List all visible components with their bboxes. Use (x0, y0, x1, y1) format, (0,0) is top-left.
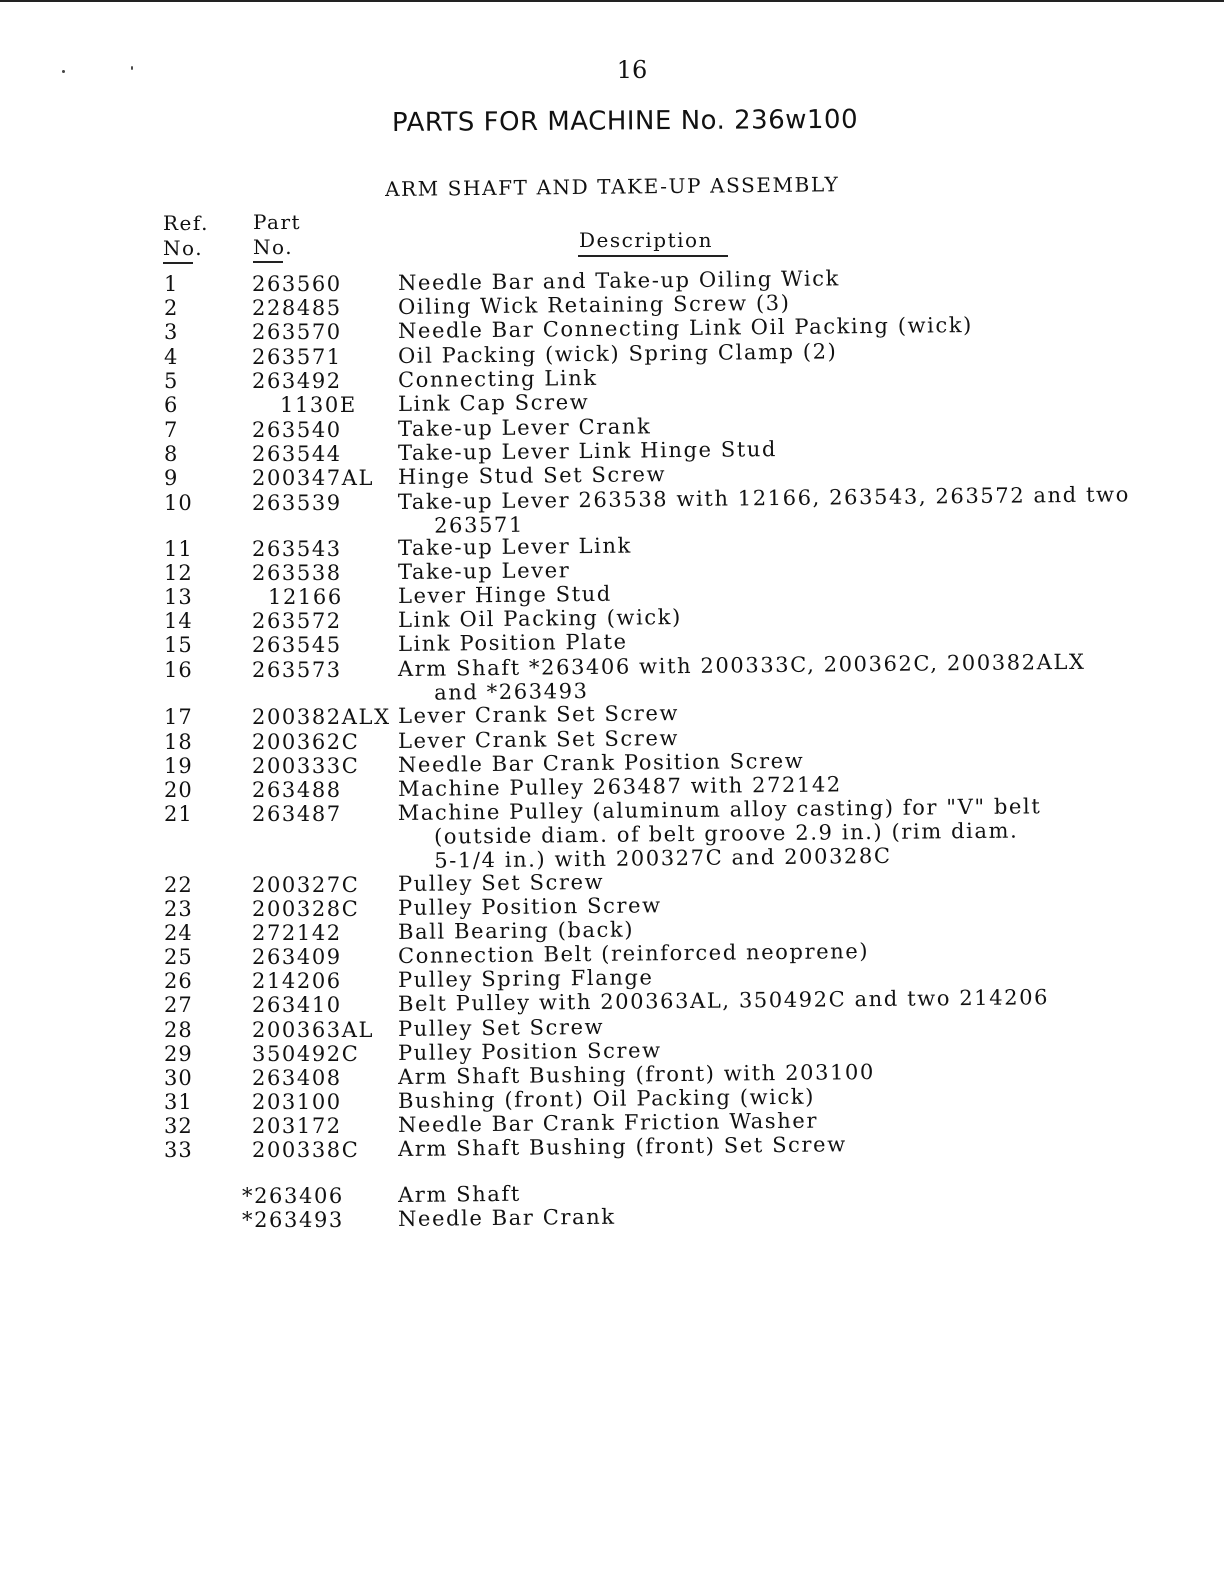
ref-number: 26 (164, 969, 193, 993)
description-line: Connection Belt (reinforced neoprene) (397, 939, 870, 968)
parts-table-row (0, 339, 1224, 369)
part-description (398, 437, 777, 465)
description-line: Bushing (front) Oil Packing (wick) (397, 1084, 816, 1113)
ref-number: 17 (164, 705, 193, 729)
part-description (398, 939, 869, 968)
description-line: Pulley Set Screw (397, 1014, 605, 1041)
ref-number: 13 (164, 585, 193, 609)
part-description (398, 726, 679, 753)
ref-number: 5 (164, 369, 179, 393)
part-description (398, 1132, 847, 1161)
description-line: Ball Bearing (back) (397, 917, 635, 944)
parts-table-row (0, 794, 1224, 873)
description-header: Description (579, 228, 713, 252)
part-description (398, 414, 652, 441)
part-description (398, 390, 590, 416)
part-description (398, 1038, 662, 1065)
part-description (398, 534, 632, 560)
description-continuation-line: 5-1/4 in.) with 200327C and 200328C (434, 843, 892, 873)
part-description (398, 870, 604, 896)
part-description (398, 1015, 604, 1041)
description-line: Belt Pulley with 200363AL, 350492C and two 214206 (397, 985, 1050, 1016)
ref-number: 23 (164, 897, 193, 921)
ref-number: 20 (164, 778, 193, 802)
ref-number: 14 (164, 609, 193, 633)
description-line: Pulley Position Screw (397, 893, 662, 920)
part-number: 263488 (252, 778, 342, 802)
parts-table-row (0, 1132, 1224, 1162)
description-line: Needle Bar Crank Position Screw (397, 748, 805, 777)
description-continuation-line: 263571 (433, 512, 525, 538)
ref-number: 24 (164, 921, 193, 945)
description-line: Link Position Plate (397, 629, 628, 656)
part-description (398, 462, 666, 489)
parts-table-row (0, 701, 1224, 729)
part-number: 263539 (252, 491, 342, 515)
ref-number: 4 (164, 345, 179, 369)
part-description (398, 313, 973, 343)
description-line: Connecting Link (397, 365, 598, 392)
part-number: 214206 (252, 969, 342, 993)
description-line: Link Oil Packing (wick) (397, 605, 682, 632)
description-continuation-line: (outside diam. of belt groove 2.9 in.) (rim diam. (433, 818, 1019, 849)
part-number: 200382ALX (252, 705, 391, 729)
ref-number: 12 (164, 561, 193, 585)
parts-table-row (0, 365, 1224, 393)
description-line: Lever Crank Set Screw (397, 726, 680, 753)
ref-number: 10 (164, 491, 193, 515)
description-line: Link Cap Screw (397, 389, 590, 416)
part-number: 203100 (252, 1090, 342, 1114)
ref-number: 9 (164, 466, 179, 490)
page-number: 16 (616, 56, 648, 84)
ref-number: 28 (164, 1018, 193, 1042)
part-number: 200363AL (252, 1018, 375, 1042)
part-description (398, 366, 598, 392)
description-line: Take-up Lever 263538 with 12166, 263543, 263572 and two (397, 482, 1131, 514)
part-description (398, 893, 662, 920)
ref-number: 22 (164, 873, 193, 897)
part-number: 1130E (280, 393, 357, 417)
part-number: 263408 (252, 1066, 342, 1090)
ref-number: 33 (164, 1138, 193, 1162)
description-line: Arm Shaft Bushing (front) Set Screw (397, 1132, 847, 1161)
ref-number: 11 (164, 537, 193, 561)
ref-number: 1 (164, 272, 179, 296)
parts-table-row (0, 482, 1224, 538)
part-description (398, 630, 628, 656)
parts-table-row (0, 533, 1224, 561)
part-number: 12166 (268, 585, 343, 609)
part-number: 263571 (252, 345, 342, 369)
description-line: Arm Shaft Bushing (front) with 203100 (397, 1060, 876, 1089)
part-description (398, 1205, 616, 1231)
page-title: PARTS FOR MACHINE No. 236w100 (391, 104, 859, 138)
part-number: 263572 (252, 609, 342, 633)
description-line: Needle Bar Crank Friction Washer (397, 1108, 819, 1137)
part-description (398, 558, 571, 584)
part-description (398, 701, 679, 728)
part-description (398, 918, 634, 944)
description-line: Needle Bar and Take-up Oiling Wick (397, 266, 841, 295)
description-line: Hinge Stud Set Screw (397, 462, 667, 489)
part-number: 263538 (252, 561, 342, 585)
ref-number: 2 (164, 296, 179, 320)
parts-table-row (0, 312, 1224, 344)
description-line: Oil Packing (wick) Spring Clamp (2) (397, 339, 838, 368)
description-line: Take-up Lever Crank (397, 414, 652, 441)
description-line: Take-up Lever Link Hinge Stud (397, 437, 778, 465)
part-number: 272142 (252, 921, 342, 945)
part-number: 263545 (252, 633, 342, 657)
part-number: 263409 (252, 945, 342, 969)
ref-header-line2: No. (163, 236, 204, 260)
description-line: Arm Shaft (397, 1181, 521, 1207)
ref-number: 15 (164, 633, 193, 657)
ref-number: 27 (164, 993, 193, 1017)
part-number: 200362C (252, 730, 360, 754)
part-number: 200338C (252, 1138, 360, 1162)
description-line: Pulley Position Screw (397, 1038, 662, 1065)
ref-header-line1: Ref. (163, 211, 209, 235)
part-number: 350492C (252, 1042, 360, 1066)
description-line: Needle Bar Crank (397, 1204, 616, 1231)
ref-number: 3 (164, 320, 179, 344)
part-number: 263544 (252, 442, 342, 466)
part-number: 263410 (252, 993, 342, 1017)
ref-number: 16 (164, 658, 193, 682)
ref-number: 8 (164, 442, 179, 466)
part-description (398, 965, 654, 992)
ref-number: 30 (164, 1066, 193, 1090)
part-number: 263570 (252, 320, 342, 344)
part-number: 200327C (252, 873, 360, 897)
part-description (398, 339, 838, 368)
part-number: 200328C (252, 897, 360, 921)
description-line: Oiling Wick Retaining Screw (3) (397, 290, 791, 319)
ref-number: 31 (164, 1090, 193, 1114)
part-number: *263406 (242, 1184, 344, 1208)
description-line: Lever Crank Set Screw (397, 701, 680, 728)
ref-number: 25 (164, 945, 193, 969)
part-number: 263540 (252, 418, 342, 442)
description-line: Pulley Spring Flange (397, 965, 654, 992)
part-number: 203172 (252, 1114, 342, 1138)
ref-number: 6 (164, 393, 179, 417)
part-header-line1: Part (253, 210, 302, 234)
part-number: 200347AL (252, 466, 375, 490)
part-description (398, 605, 682, 632)
part-number: 263573 (252, 658, 342, 682)
description-line: Pulley Set Screw (397, 869, 605, 896)
part-number: 263543 (252, 537, 342, 561)
description-continuation-line: and *263493 (433, 679, 589, 705)
description-line: Take-up Lever (397, 558, 571, 584)
part-number: 263492 (252, 369, 342, 393)
part-description (398, 582, 612, 608)
parts-table-row (0, 985, 1224, 1017)
part-number: 228485 (252, 296, 342, 320)
parts-table-row (0, 1204, 1224, 1232)
part-description (398, 1182, 521, 1207)
ref-number: 32 (164, 1114, 193, 1138)
section-title: ARM SHAFT AND TAKE-UP ASSEMBLY (384, 172, 840, 201)
part-description (398, 794, 1042, 873)
ref-number: 18 (164, 730, 193, 754)
description-line: Arm Shaft *263406 with 200333C, 200362C, 200382ALX (397, 649, 1086, 681)
ref-number: 29 (164, 1042, 193, 1066)
part-header-line2: No. (253, 235, 294, 259)
ref-number: 19 (164, 754, 193, 778)
part-number: 200333C (252, 754, 360, 778)
description-line: Machine Pulley 263487 with 272142 (397, 772, 842, 801)
parts-table-row (0, 558, 1224, 585)
description-line: Lever Hinge Stud (397, 581, 612, 608)
part-number: 263560 (252, 272, 342, 296)
part-number: 263487 (252, 802, 342, 826)
parts-table-row (0, 649, 1224, 705)
description-line: Needle Bar Connecting Link Oil Packing (wick) (397, 312, 974, 343)
description-line: Take-up Lever Link (397, 533, 633, 560)
parts-table-row (0, 389, 1224, 417)
part-description (398, 650, 1086, 705)
ref-number: 21 (164, 802, 193, 826)
part-description (398, 482, 1131, 538)
description-line: Machine Pulley (aluminum alloy casting) for "V" belt (397, 794, 1042, 826)
part-number: *263493 (242, 1208, 344, 1232)
ref-number: 7 (164, 418, 179, 442)
